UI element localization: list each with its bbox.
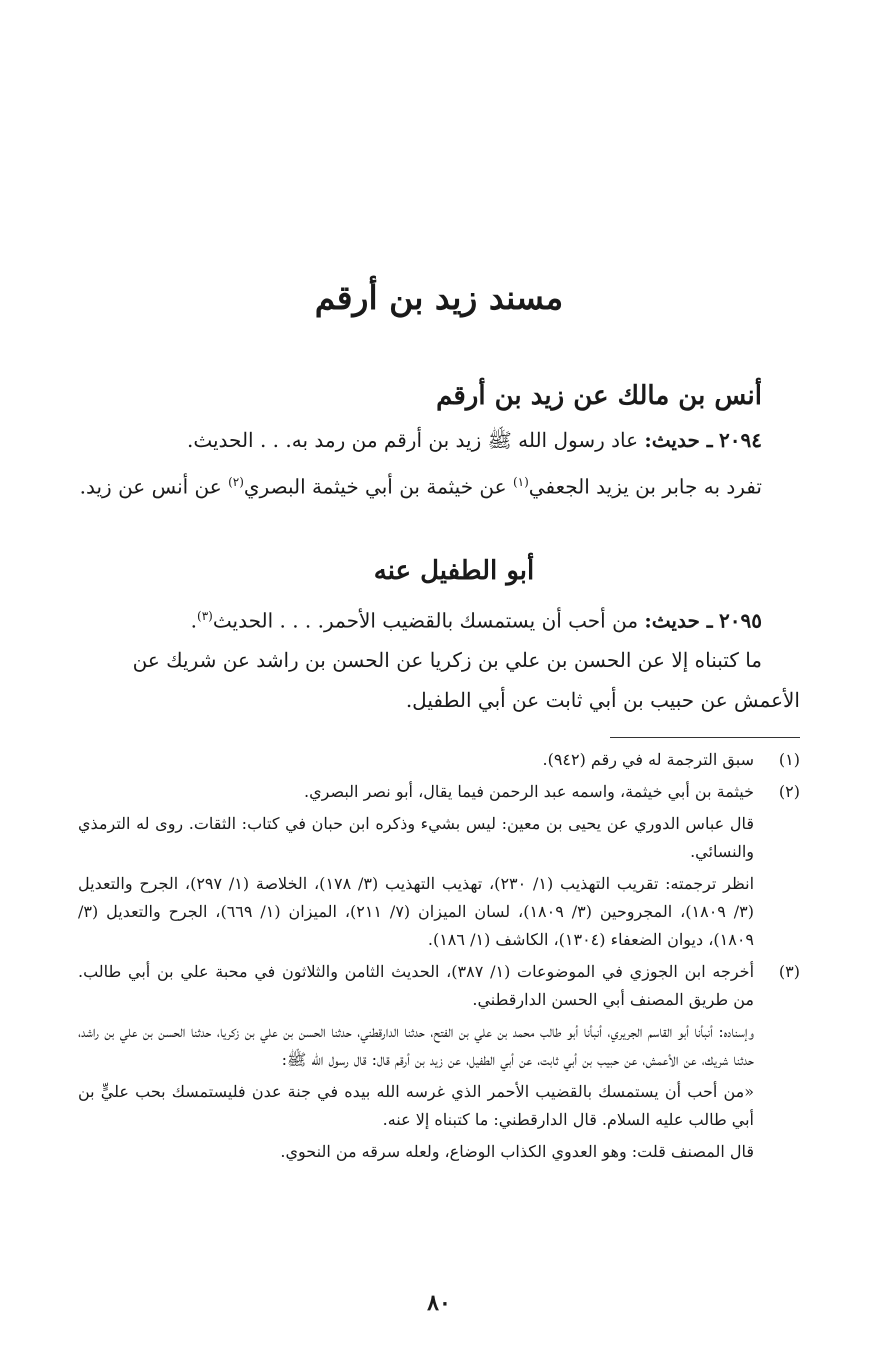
footnote-1 xyxy=(78,746,800,774)
hadith-text: عاد رسول الله ﷺ زيد بن أرقم من رمد به. . . الحديث. xyxy=(186,428,639,452)
commentary-paragraph-2: ما كتبناه إلا عن الحسن بن علي بن زكريا عن الحسن بن راشد عن شريك عن الأعمش عن حبيب بن أبي ثابت عن أبي الطفيل. xyxy=(132,648,800,712)
commentary-text-part1: تفرد به جابر بن يزيد الجعفي xyxy=(528,474,762,499)
footnote-text: قال المصنف قلت: وهو العدوي الكذاب الوضاع، ولعله سرقه من النحوي. xyxy=(280,1142,754,1161)
footnote-text: أخرجه ابن الجوزي في الموضوعات (١/ ٣٨٧)، الحديث الثامن والثلاثون في محبة علي بن أبي طالب. من طريق المصنف أبي الحسن الدارقطني. xyxy=(78,962,755,1009)
footnote-2 xyxy=(78,778,800,954)
hadith-text: من أحب أن يستمسك بالقضيب الأحمر. . . . الحديث xyxy=(212,608,639,633)
footnote-text: قال عباس الدوري عن يحيى بن معين: ليس بشيء وذكره ابن حبان في كتاب: الثقات. روى له الترمذي والنسائي. xyxy=(78,814,754,861)
footnote-number: (٢) xyxy=(778,782,800,801)
hadith-number: ٢٠٩٥ xyxy=(719,608,762,633)
main-title: مسند زيد بن أرقم xyxy=(314,278,564,317)
footnote-text: وإسناده: أنبأنا أبو القاسم الجريري، أنبأنا أبو طالب محمد بن علي بن الفتح، حدثنا الدارقطني، حدثنا الحسن بن علي بن زكريا، حدثنا الحسن بن علي بن راشد، حدثنا شريك، عن الأعمش، عن حبيب بن أبي ثابت، عن أبي الطفيل، عن زيد بن أرقم قال: قال رسول الله ﷺ: xyxy=(78,1022,754,1069)
footnote-text: «من أحب أن يستمسك بالقضيب الأحمر الذي غرسه الله بيده في جنة عدن فليستمسك بحب عليٍّ بن أبي طالب عليه السلام. قال الدارقطني: ما كتبناه إلا عنه. xyxy=(78,1082,754,1129)
footnote-text: انظر ترجمته: تقريب التهذيب (١/ ٢٣٠)، تهذيب التهذيب (٣/ ١٧٨)، الخلاصة (١/ ٢٩٧)، الجرح والتعديل (٣/ ١٨٠٩)، المجروحين (٣/ ١٨٠٩)، لسان الميزان (٧/ ٢١١)، الميزان (١/ ٦٦٩)، الجرح والتعديل (٣/ ١٨٠٩)، ديوان الضعفاء (١٣٠٤)، الكاشف (١/ ١٨٦). xyxy=(78,874,755,949)
commentary-text-part2: عن خيثمة بن أبي خيثمة البصري xyxy=(243,474,507,499)
footnote-ref-2[interactable]: (٢) xyxy=(228,475,244,489)
hadith-label: ـ حديث: xyxy=(644,428,713,452)
footnote-ref-1[interactable]: (١) xyxy=(512,475,529,489)
section-title-anas: أنس بن مالك عن زيد بن أرقم xyxy=(436,381,762,411)
commentary-paragraph xyxy=(78,462,800,507)
hadith-2095 xyxy=(78,596,800,641)
commentary-text-part3: عن أنس عن زيد. xyxy=(79,474,222,499)
footnote-text: سبق الترجمة له في رقم (٩٤٢). xyxy=(542,750,754,769)
section-title-abu-tufayl: أبو الطفيل عنه xyxy=(373,556,535,586)
hadith-end: . xyxy=(190,608,198,633)
footnote-ref-3[interactable]: (٣) xyxy=(197,609,213,623)
footnote-3 xyxy=(78,958,800,1166)
footnote-number: (١) xyxy=(778,750,800,769)
hadith-number: ٢٠٩٤ xyxy=(719,428,762,452)
footnotes xyxy=(78,746,800,1170)
page-number: ٨٠ xyxy=(427,1290,451,1316)
hadith-label: ـ حديث: xyxy=(644,608,713,633)
hadith-2094 xyxy=(78,420,800,460)
footnote-divider xyxy=(610,737,800,738)
footnote-number: (٣) xyxy=(778,962,800,981)
footnote-text: خيثمة بن أبي خيثمة، واسمه عبد الرحمن فيما يقال، أبو نصر البصري. xyxy=(304,782,754,801)
